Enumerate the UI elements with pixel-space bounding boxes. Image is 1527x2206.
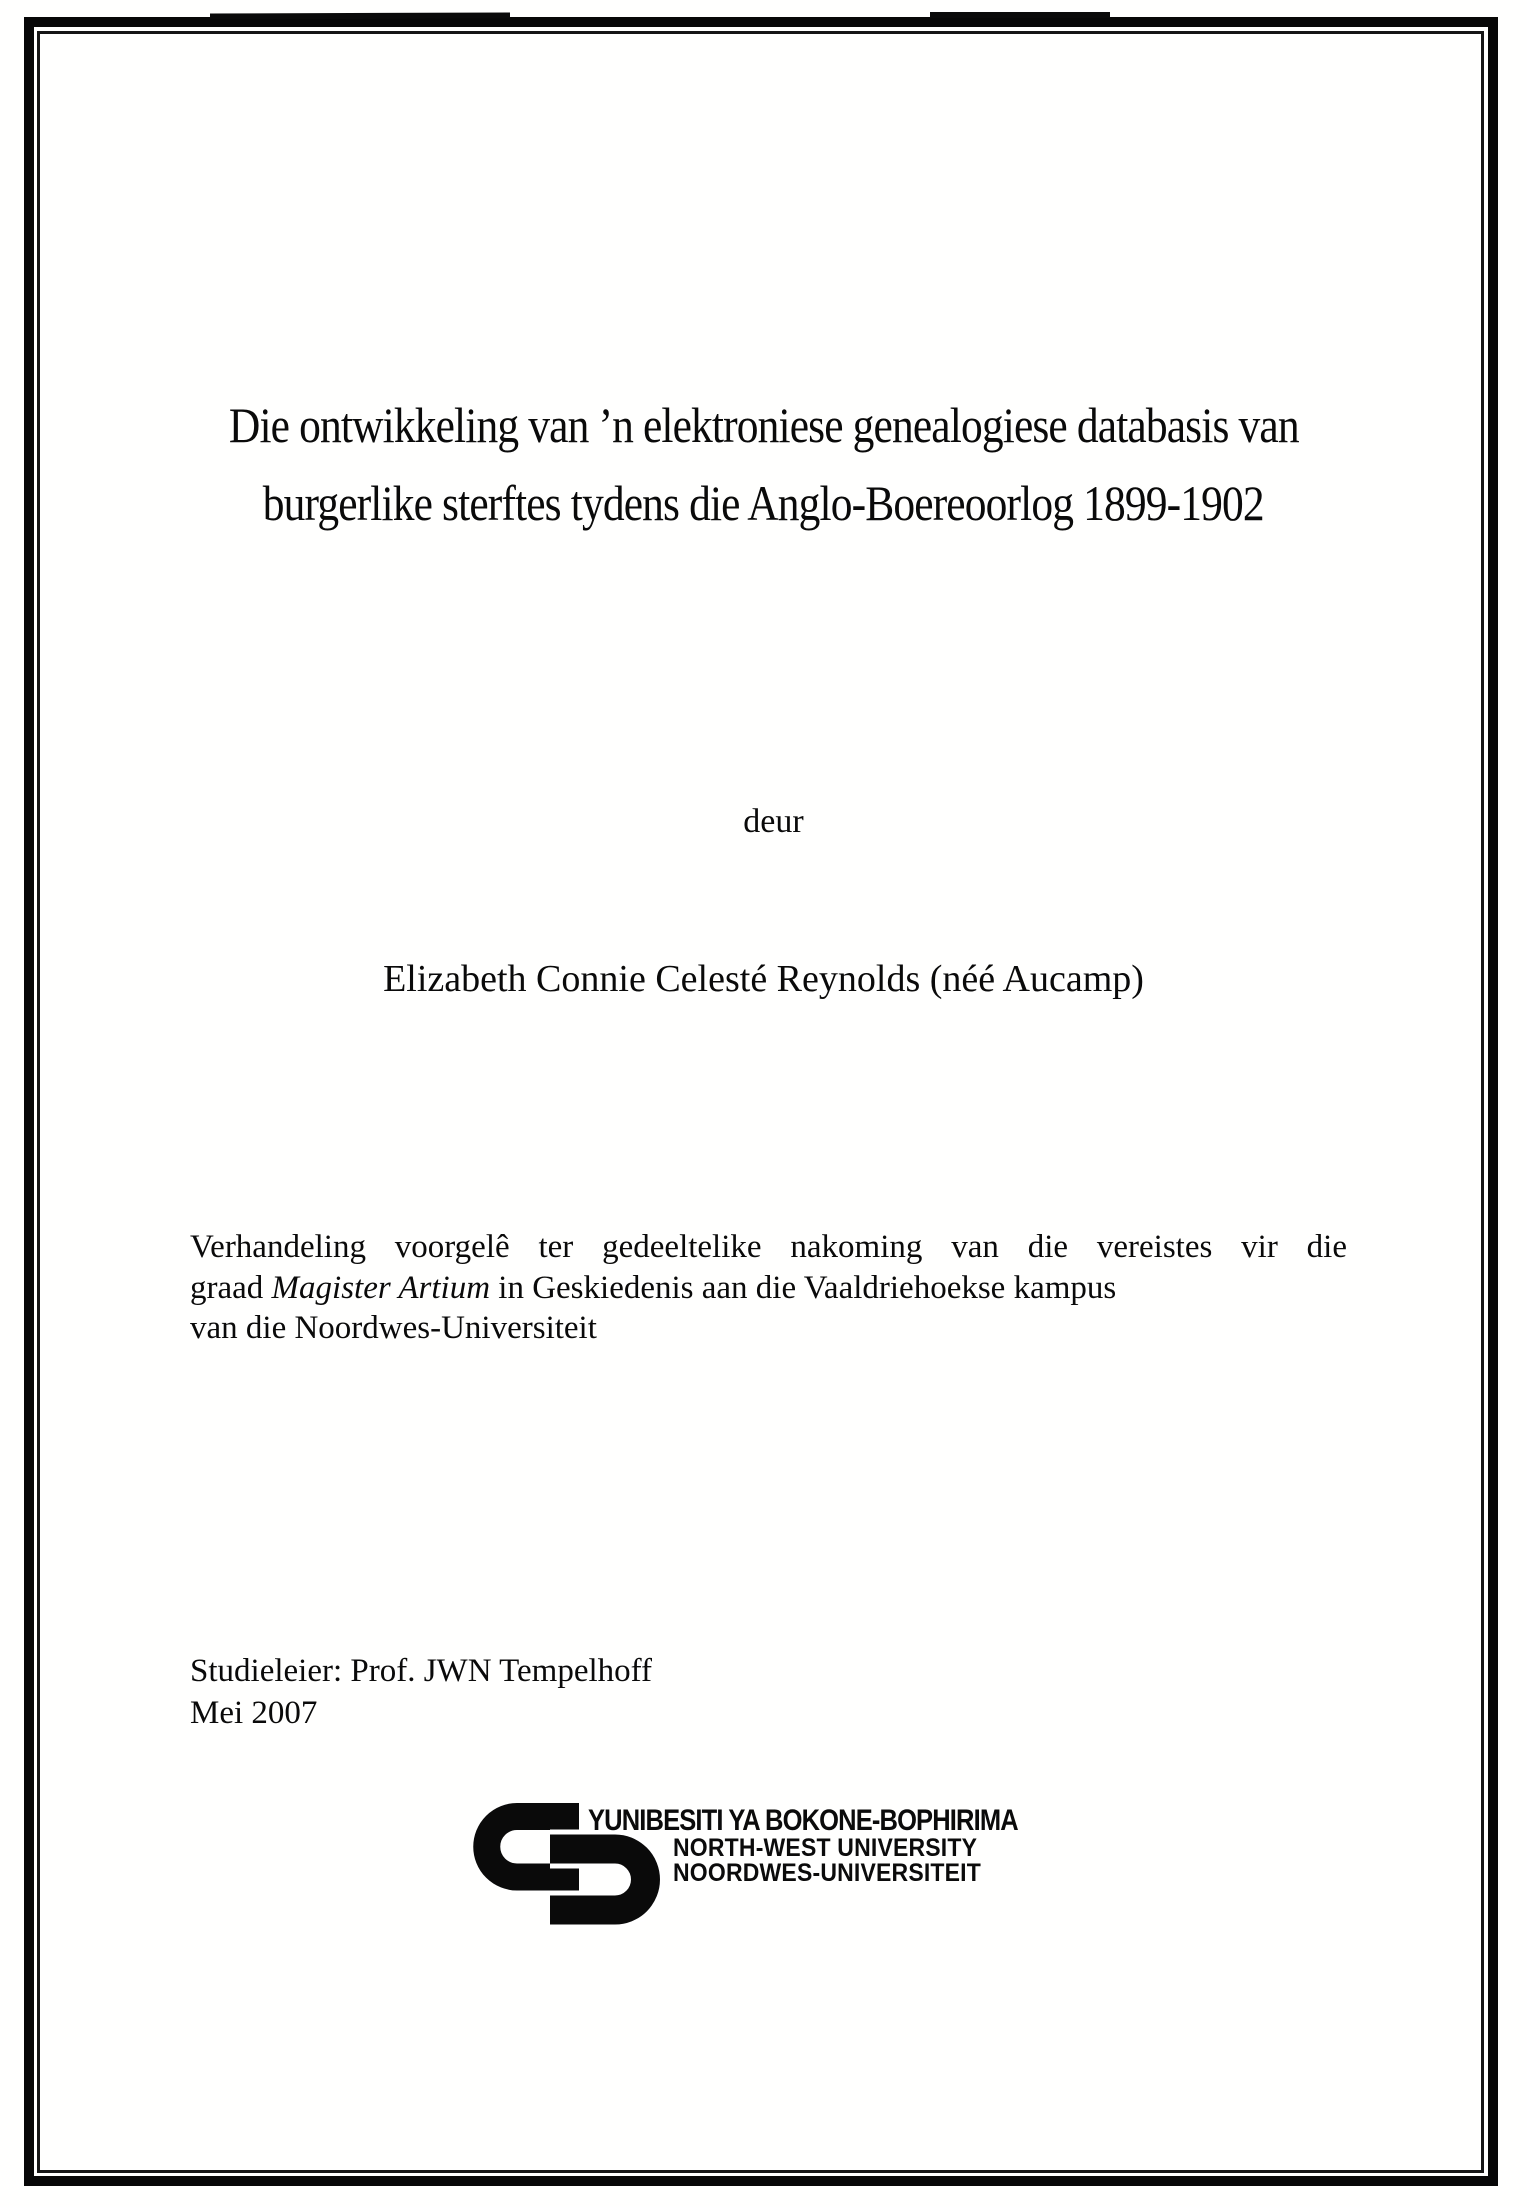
logo-text-english: NORTH-WEST UNIVERSITY [673,1834,978,1862]
degree-statement-line-2: graad Magister Artium in Geskiedenis aan die Vaaldriehoekse kampus [190,1269,1117,1306]
degree-statement [190,1227,1347,1349]
degree-statement-line-3: van die Noordwes-Universiteit [190,1310,597,1346]
logo-text-afrikaans: NOORDWES-UNIVERSITEIT [673,1859,981,1887]
degree-statement-line-1: Verhandeling voorgelê ter gedeeltelike nakoming van die vereistes vir die [190,1229,1347,1265]
degree-name-italic: Magister Artium [271,1269,491,1306]
thesis-title-line-1: Die ontwikkeling van ’n elektroniese genealogiese databasis van [228,397,1299,453]
thesis-title [0,386,1527,542]
thesis-title-line-2: burgerlike sterftes tydens die Anglo-Boereoorlog 1899-1902 [263,475,1264,531]
university-logo [467,1800,1107,1945]
date-line: Mei 2007 [190,1695,318,1731]
scan-artifact [930,12,1110,18]
supervisor-line: Studieleier: Prof. JWN Tempelhoff [190,1653,653,1689]
logo-text-setswana: YUNIBESITI YA BOKONE-BOPHIRIMA [588,1804,1018,1837]
supervisor-block [190,1650,652,1734]
author-name: Elizabeth Connie Celesté Reynolds (néé Aucamp) [383,958,1144,1000]
scan-artifact [210,12,510,19]
byline-deur: deur [743,803,804,840]
